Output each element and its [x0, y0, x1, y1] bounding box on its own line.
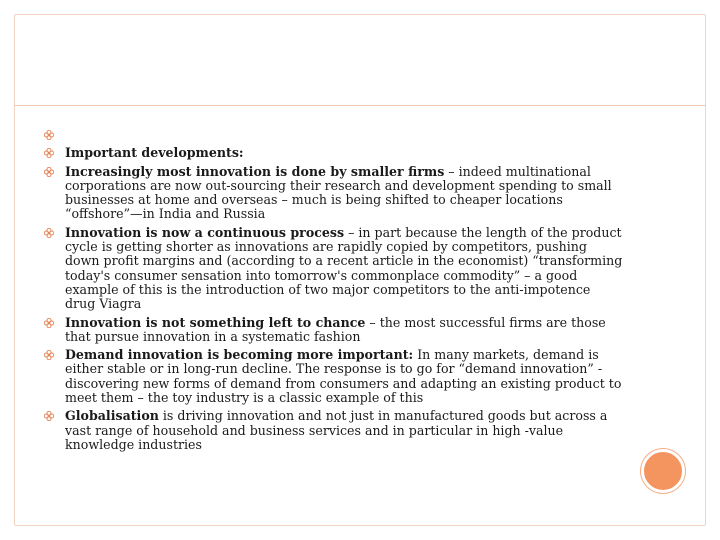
flower-bullet-icon: [44, 350, 54, 360]
title-divider: [14, 105, 706, 106]
bullet-text: In many markets, demand is either stable or in long-run decline. The response is to go for “demand innovation” - discovering new forms of demand from consumers and adapting an existing product to meet them – the toy industry is a classic example of this: [65, 347, 622, 406]
bullet-heading: Demand innovation is becoming more important:: [65, 347, 414, 363]
flower-bullet-icon: [44, 411, 54, 421]
bullet-item-globalisation: [44, 409, 624, 452]
bullet-list: [44, 128, 624, 452]
flower-bullet-icon: [44, 228, 54, 238]
bullet-heading: Innovation is now a continuous process: [65, 224, 345, 240]
bullet-heading: Important developments:: [65, 145, 244, 161]
bullet-text: – in part because the length of the product cycle is getting shorter as innovations are rapidly copied by competitors, pushing down profit margins and (according to a recent article in the economist) “transforming today's consumer sensation into tomorrow's commonplace commodity” – a good example of this is the introduction of two major competitors to the anti-impotence drug Viagra: [65, 224, 623, 312]
flower-bullet-icon: [44, 148, 54, 158]
bullet-text: is driving innovation and not just in manufactured goods but across a vast range of household and business services and in particular in high -value knowledge industries: [65, 408, 608, 452]
flower-bullet-icon: [44, 130, 54, 140]
bullet-item-empty: [44, 128, 624, 142]
orange-circle-decoration: [641, 449, 685, 493]
bullet-heading: Globalisation: [65, 408, 159, 424]
bullet-heading: Innovation is not something left to chance: [65, 314, 366, 330]
bullet-item-important-developments: [44, 146, 624, 160]
bullet-heading: Increasingly most innovation is done by smaller firms: [65, 163, 445, 179]
flower-bullet-icon: [44, 167, 54, 177]
bullet-text: – indeed multinational corporations are now out-sourcing their research and development spending to small businesses at home and overseas – much is being shifted to cheaper locations “offshore”—in India and Russia: [65, 163, 612, 222]
bullet-item-continuous-process: [44, 226, 624, 312]
flower-bullet-icon: [44, 318, 54, 328]
bullet-item-smaller-firms: [44, 165, 624, 222]
bullet-item-demand-innovation: [44, 348, 624, 405]
bullet-text: – the most successful firms are those that pursue innovation in a systematic fashion: [65, 314, 606, 344]
bullet-item-not-chance: [44, 316, 624, 345]
